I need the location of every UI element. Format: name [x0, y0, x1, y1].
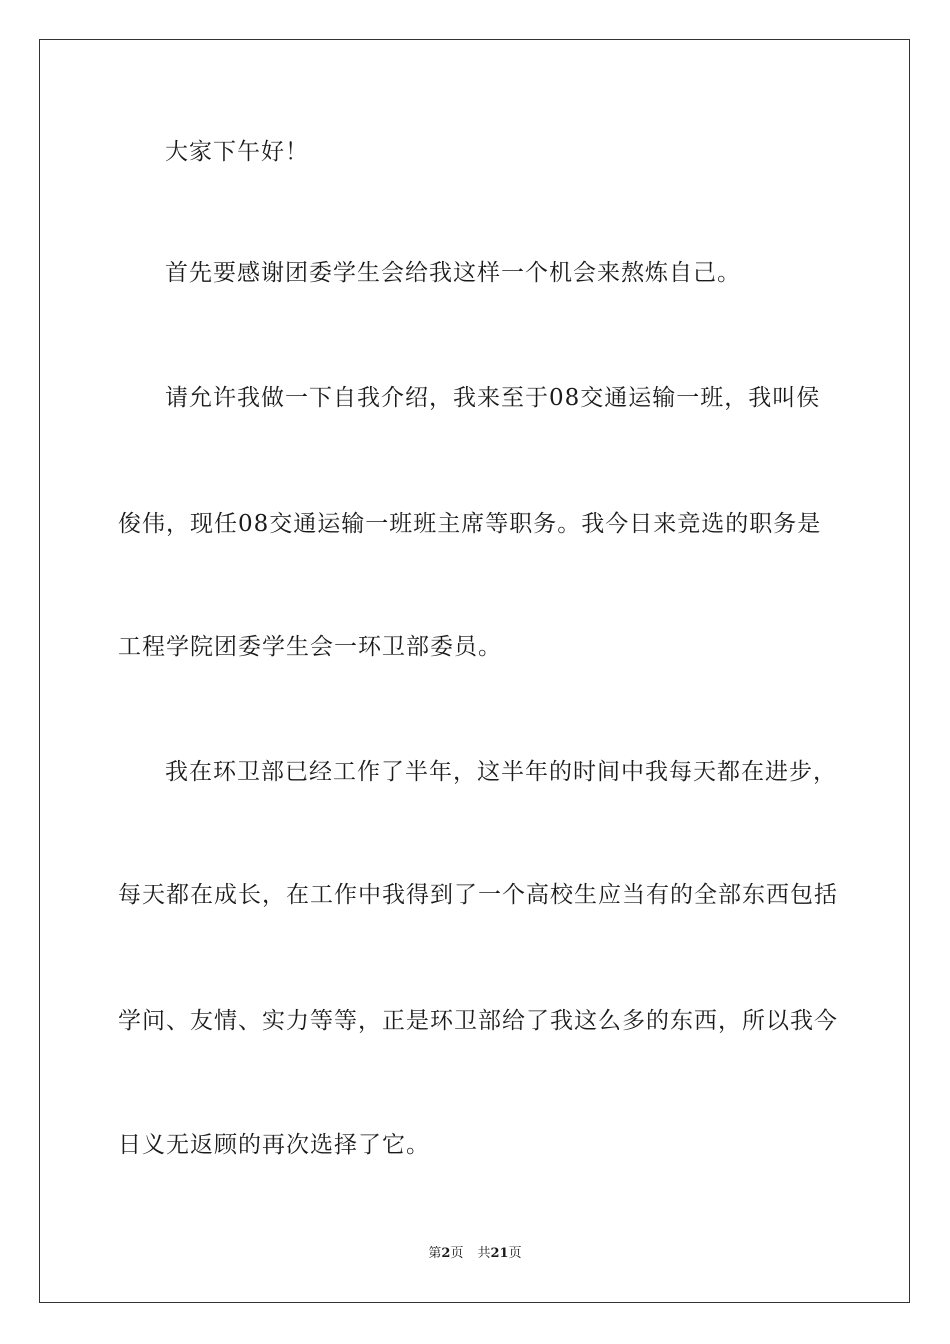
page-prefix: 第	[428, 1246, 442, 1261]
total-prefix: 共	[477, 1246, 491, 1261]
paragraph-line: 我在环卫部已经工作了半年，这半年的时间中我每天都在进步，	[165, 759, 837, 785]
current-page-number: 2	[441, 1246, 451, 1261]
paragraph-line: 每天都在成长，在工作中我得到了一个高校生应当有的全部东西包括	[118, 882, 838, 908]
paragraph-line: 俊伟，现任08交通运输一班班主席等职务。我今日来竞选的职务是	[118, 511, 822, 537]
page-suffix: 页	[450, 1246, 464, 1261]
paragraph-line: 工程学院团委学生会一环卫部委员。	[118, 634, 502, 660]
paragraph-line: 学问、友情、实力等等，正是环卫部给了我这么多的东西，所以我今	[118, 1008, 838, 1034]
page-footer	[0, 1245, 950, 1263]
total-suffix: 页	[508, 1246, 522, 1261]
greeting-line: 大家下午好！	[165, 139, 309, 165]
paragraph-line: 日义无返顾的再次选择了它。	[118, 1132, 430, 1158]
paragraph-line: 请允许我做一下自我介绍，我来至于08交通运输一班，我叫侯	[165, 385, 821, 411]
total-page-count: 21	[490, 1246, 509, 1261]
paragraph-line: 首先要感谢团委学生会给我这样一个机会来熬炼自己。	[165, 260, 741, 286]
page-border	[39, 39, 910, 1303]
